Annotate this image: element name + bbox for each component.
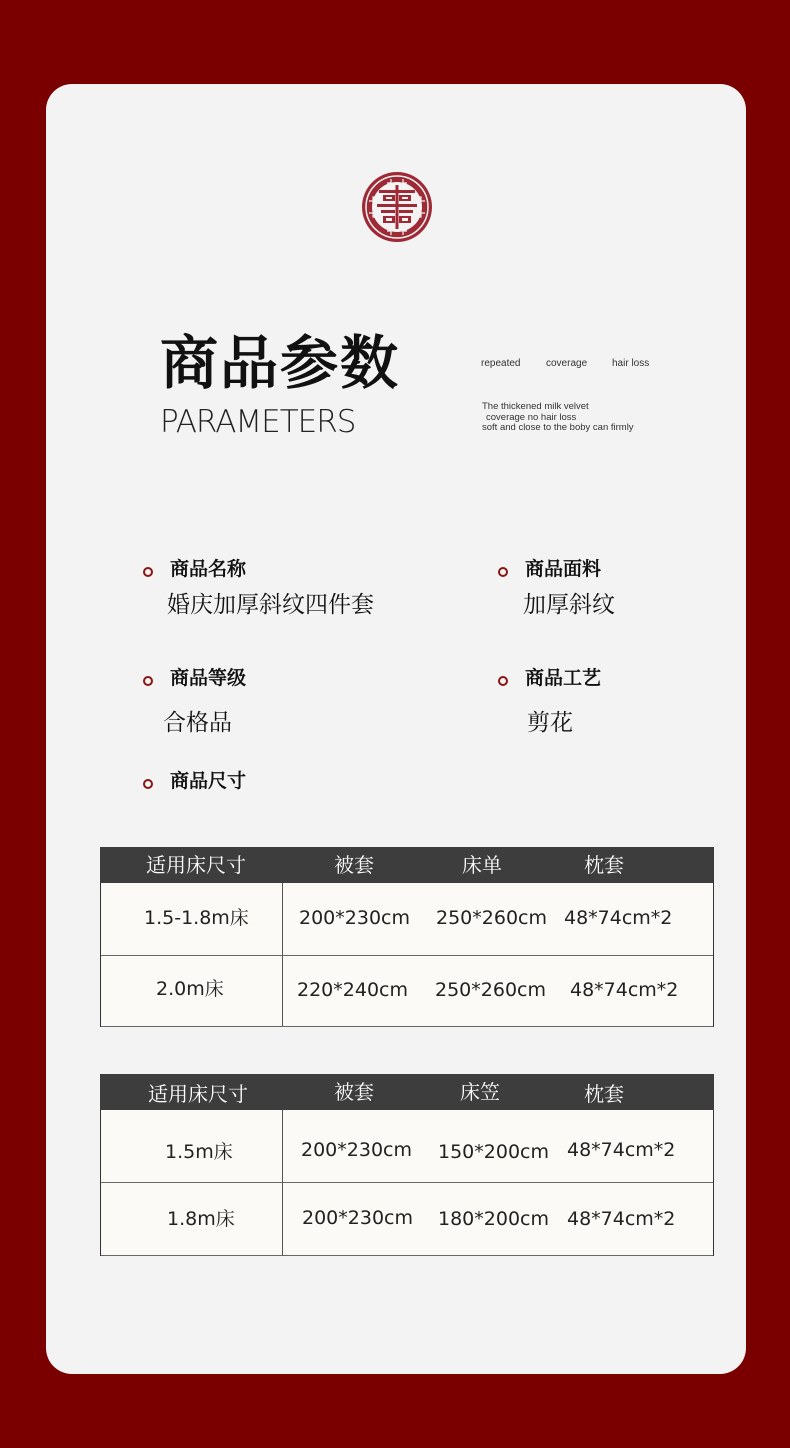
table-cell: 200*230cm bbox=[301, 1139, 412, 1161]
table-header bbox=[100, 847, 714, 883]
table-cell: 48*74cm*2 bbox=[570, 979, 679, 1001]
table-cell: 220*240cm bbox=[297, 979, 408, 1001]
table-cell: 48*74cm*2 bbox=[567, 1139, 676, 1161]
table-cell: 1.5-1.8m床 bbox=[144, 907, 249, 929]
description-line: coverage no hair loss bbox=[486, 412, 577, 423]
product-name-value: 婚庆加厚斜纹四件套 bbox=[167, 592, 374, 618]
bullet-icon bbox=[143, 567, 153, 577]
product-grade-value: 合格品 bbox=[163, 710, 232, 736]
product-craft-value: 剪花 bbox=[527, 710, 573, 736]
product-size-label: 商品尺寸 bbox=[170, 770, 247, 792]
description-line: soft and close to the boby can firmly bbox=[482, 422, 634, 433]
tag-coverage: coverage bbox=[546, 358, 588, 369]
bullet-icon bbox=[143, 676, 153, 686]
product-fabric-label: 商品面料 bbox=[525, 558, 602, 580]
table-header-cell: 枕套 bbox=[584, 853, 624, 877]
product-fabric-value: 加厚斜纹 bbox=[523, 592, 615, 618]
tag-hair-loss: hair loss bbox=[612, 358, 650, 369]
table-cell: 48*74cm*2 bbox=[567, 1208, 676, 1230]
table-header-cell: 枕套 bbox=[584, 1082, 624, 1106]
table-cell: 250*260cm bbox=[435, 979, 546, 1001]
description-line: The thickened milk velvet bbox=[482, 401, 589, 412]
bullet-icon bbox=[498, 567, 508, 577]
table-divider bbox=[101, 1255, 713, 1256]
bullet-icon bbox=[143, 779, 153, 789]
table-cell: 150*200cm bbox=[438, 1141, 549, 1163]
page-title-cn: 商品参数 bbox=[160, 329, 401, 397]
size-table-1 bbox=[100, 847, 714, 1027]
bullet-icon bbox=[498, 676, 508, 686]
size-table-2 bbox=[100, 1074, 714, 1256]
table-header bbox=[100, 1074, 714, 1110]
table-cell: 2.0m床 bbox=[156, 978, 224, 1000]
tag-repeated: repeated bbox=[481, 358, 521, 369]
table-cell: 200*230cm bbox=[302, 1207, 413, 1229]
table-divider bbox=[101, 1182, 713, 1183]
table-header-cell: 床单 bbox=[462, 853, 502, 877]
table-divider bbox=[101, 1026, 713, 1027]
product-grade-label: 商品等级 bbox=[170, 667, 247, 689]
double-happiness-seal-icon bbox=[361, 171, 433, 243]
table-cell: 1.8m床 bbox=[167, 1208, 235, 1230]
table-header-cell: 适用床尺寸 bbox=[148, 1082, 248, 1106]
table-divider bbox=[282, 1110, 283, 1256]
table-header-cell: 适用床尺寸 bbox=[146, 853, 246, 877]
table-cell: 250*260cm bbox=[436, 907, 547, 929]
page-title-en: PARAMETERS bbox=[160, 404, 356, 440]
table-cell: 180*200cm bbox=[438, 1208, 549, 1230]
table-header-cell: 床笠 bbox=[460, 1080, 500, 1104]
product-craft-label: 商品工艺 bbox=[525, 667, 602, 689]
product-name-label: 商品名称 bbox=[170, 558, 247, 580]
table-cell: 1.5m床 bbox=[165, 1141, 233, 1163]
table-divider bbox=[101, 955, 713, 956]
table-header-cell: 被套 bbox=[334, 853, 374, 877]
table-cell: 48*74cm*2 bbox=[564, 907, 673, 929]
table-cell: 200*230cm bbox=[299, 907, 410, 929]
table-header-cell: 被套 bbox=[334, 1080, 374, 1104]
